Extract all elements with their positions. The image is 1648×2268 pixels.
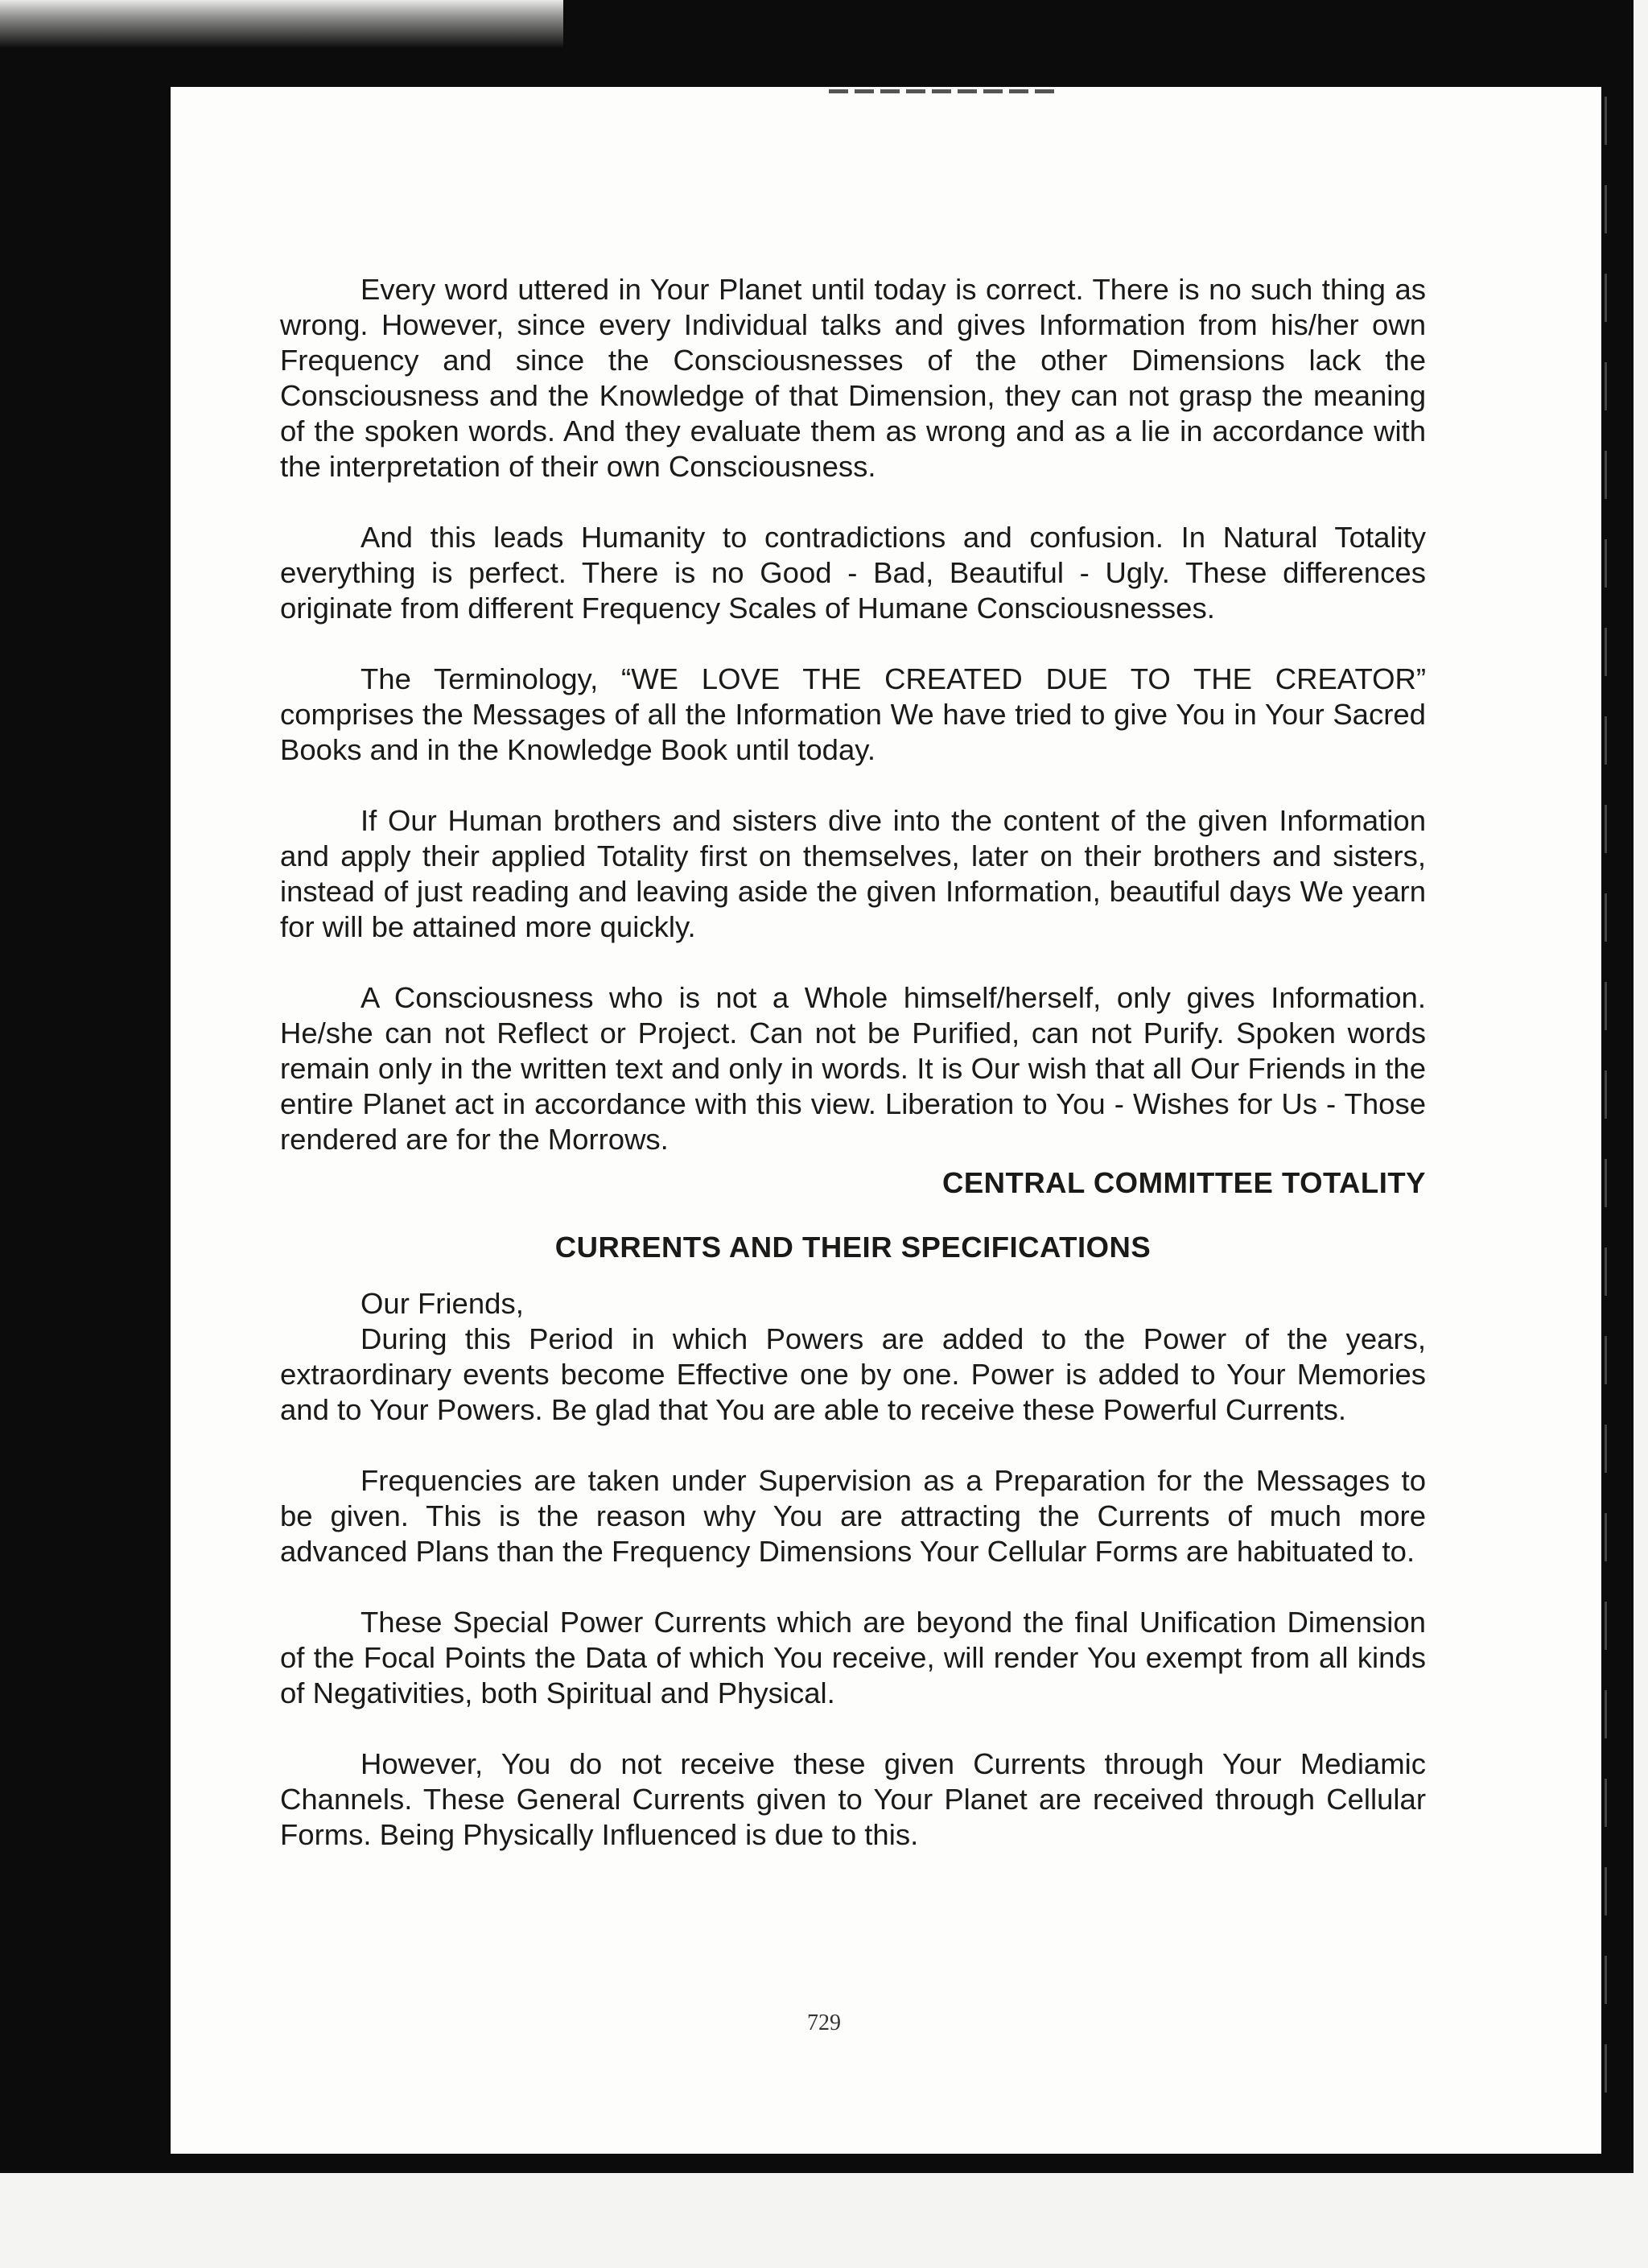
paragraph: During this Period in which Powers are added to the Power of the years, extraordinary events become Effective one by one. Power is added to Your Memories and to Your Powers. Be glad that You are able to receive these Powerful Currents. [280,1322,1426,1426]
paragraph: And this leads Humanity to contradictions and confusion. In Natural Totality everything is perfect. There is no Good - Bad, Beautiful - Ugly. These differences originate from different Frequency Scales of Humane Consciousnesses. [280,521,1426,625]
section-heading: CURRENTS AND THEIR SPECIFICATIONS [554,1231,1152,1264]
page-edge-lines [1605,97,1607,2125]
scan-edge-glare [0,0,563,48]
page-number: 729 [807,2010,841,2035]
paragraph: A Consciousness who is not a Whole himself/herself, only gives Information. He/she can not Reflect or Project. Can not be Purified, can not Purify. Spoken words remain only in the written text and only in words. It is Our wish that all Our Friends in the entire Planet act in accordance with this view. Liberation to You - Wishes for Us - Those rendered are for the Morrows. [280,981,1426,1156]
paragraph: Every word uttered in Your Planet until today is correct. There is no such thing as wrong. However, since every Individual talks and gives Information from his/her own Frequency and since the Consciousnesses of the other Dimensions lack the Consciousness and the Knowledge of that Dimension, they can not grasp the meaning of the spoken words. And they evaluate them as wrong and as a lie in accordance with the interpretation of their own Consciousness. [280,273,1426,483]
scan-bottom-shadow [97,2154,1609,2173]
paragraph: Frequencies are taken under Supervision as a Preparation for the Messages to be given. This is the reason why You are attracting the Currents of much more advanced Plans than the Frequency Dimensions Your Cellular Forms are habituated to. [280,1464,1426,1568]
page-top-mark [829,89,1054,93]
signature: CENTRAL COMMITTEE TOTALITY [941,1166,1426,1199]
paragraph: These Special Power Currents which are beyond the final Unification Dimension of the Focal Points the Data of which You receive, will render You exempt from all kinds of Negativities, both Spiritual and Physical. [280,1606,1426,1709]
paragraph: However, You do not receive these given Currents through Your Mediamic Channels. These General Currents given to Your Planet are received through Cellular Forms. Being Physically Influenced is due to this. [280,1747,1426,1851]
paragraph: The Terminology, “WE LOVE THE CREATED DUE TO THE CREATOR” comprises the Messages of all the Information We have tried to give You in Your Sacred Books and in the Knowledge Book until today. [280,662,1426,766]
greeting: Our Friends, [360,1287,524,1320]
page-content [280,272,1426,1888]
paragraph: If Our Human brothers and sisters dive into the content of the given Information and apply their applied Totality first on themselves, later on their brothers and sisters, instead of just reading and leaving aside the given Information, beautiful days We yearn for will be attained more quickly. [280,804,1426,943]
